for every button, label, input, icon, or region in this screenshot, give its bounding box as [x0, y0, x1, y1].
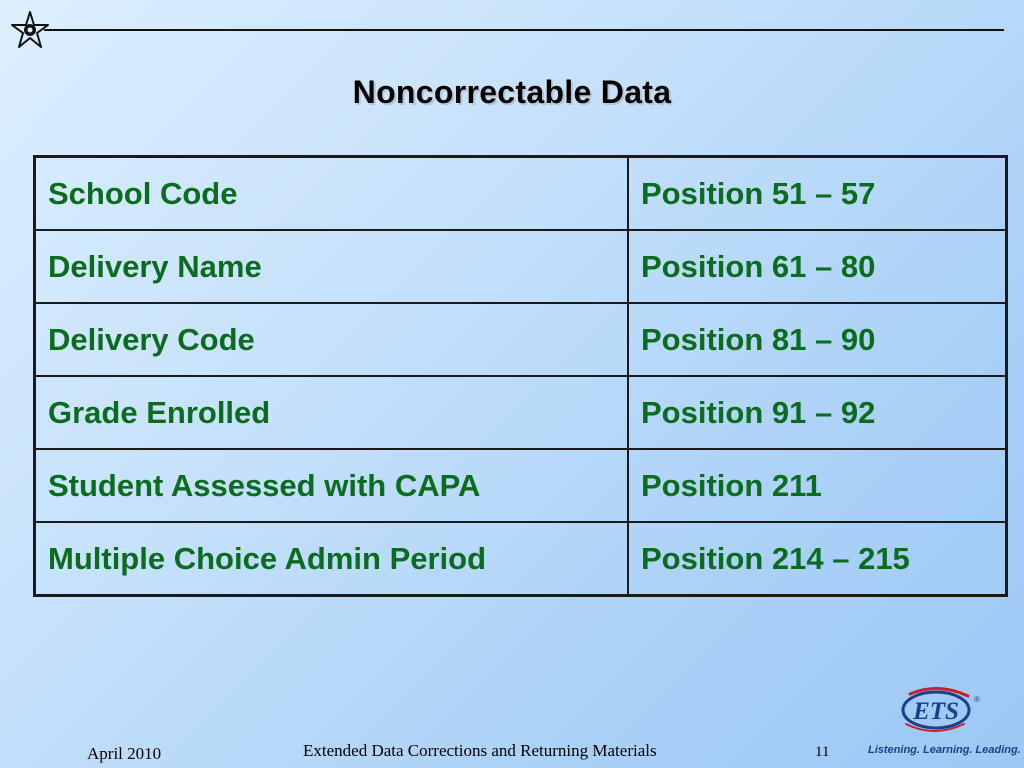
table-row [35, 157, 1007, 231]
position-table [33, 155, 1008, 597]
table-row [35, 303, 1007, 376]
position-cell: Position 51 – 57 [628, 157, 1007, 231]
table-row [35, 522, 1007, 596]
position-cell: Position 91 – 92 [628, 376, 1007, 449]
table-row [35, 449, 1007, 522]
field-cell: Delivery Code [35, 303, 629, 376]
field-cell: Delivery Name [35, 230, 629, 303]
field-cell: Multiple Choice Admin Period [35, 522, 629, 596]
ets-tagline: Listening. Learning. Leading. [868, 744, 1021, 756]
slide-title: Noncorrectable Data [352, 74, 672, 110]
field-cell: Grade Enrolled [35, 376, 629, 449]
page-number: 11 [815, 744, 830, 760]
ets-logo [898, 684, 984, 734]
svg-text:ETS: ETS [913, 698, 959, 725]
field-cell: School Code [35, 157, 629, 231]
footer-title: Extended Data Corrections and Returning Materials [303, 741, 657, 760]
table-row [35, 230, 1007, 303]
field-cell: Student Assessed with CAPA [35, 449, 629, 522]
header-rule [44, 29, 1004, 31]
position-cell: Position 61 – 80 [628, 230, 1007, 303]
table-row [35, 376, 1007, 449]
position-cell: Position 214 – 215 [628, 522, 1007, 596]
svg-text:®: ® [974, 695, 980, 704]
position-cell: Position 211 [628, 449, 1007, 522]
footer-date: April 2010 [87, 744, 162, 763]
position-cell: Position 81 – 90 [628, 303, 1007, 376]
